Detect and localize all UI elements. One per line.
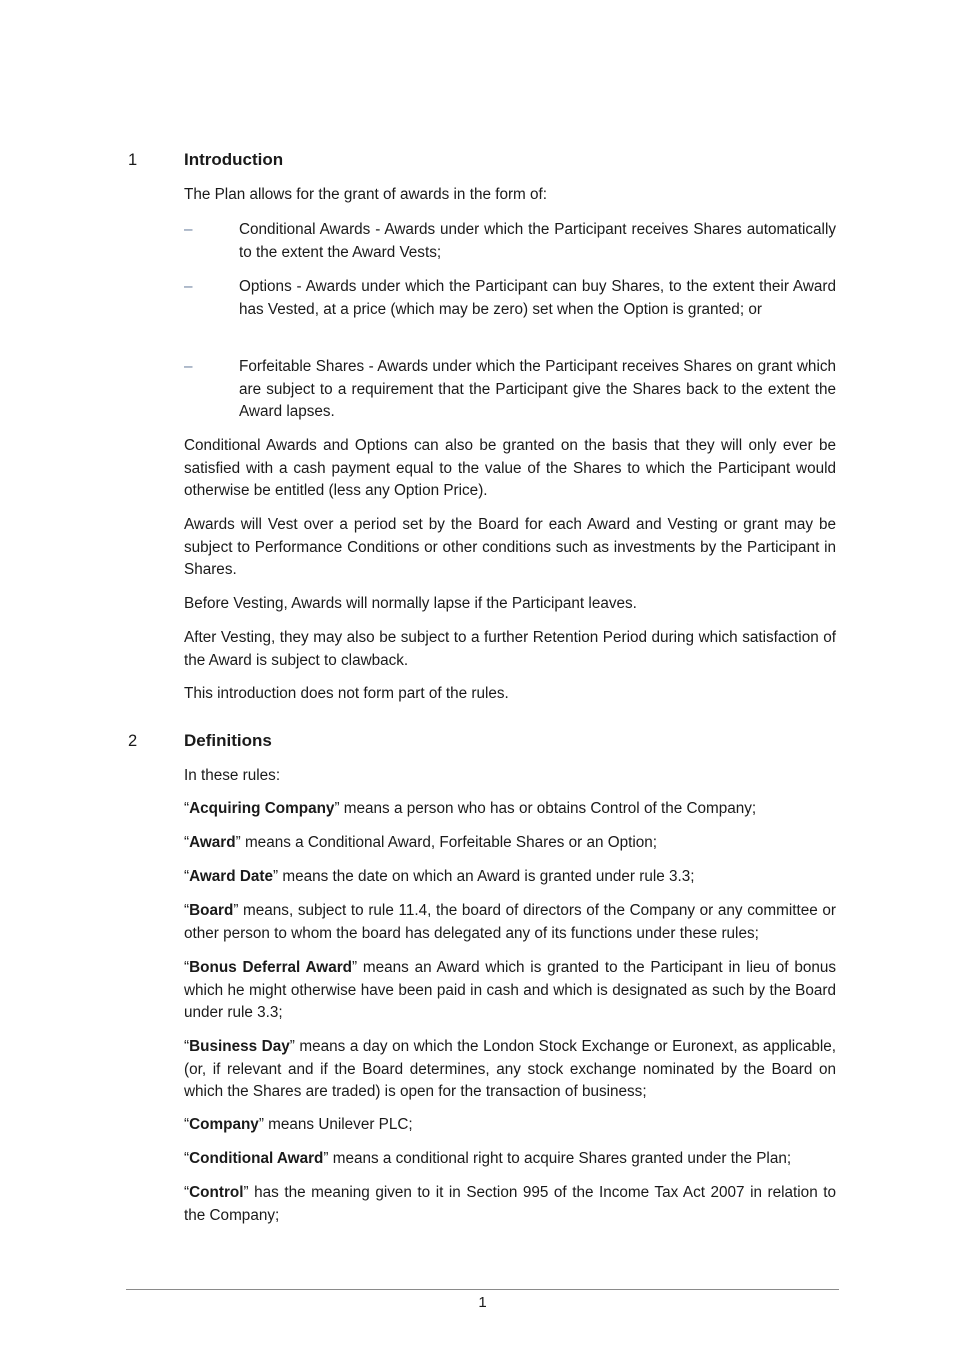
definition-term: Bonus Deferral Award xyxy=(189,959,352,976)
definition-term: Award xyxy=(189,834,236,851)
definition-term: Acquiring Company xyxy=(189,800,335,817)
definition-business-day: “Business Day” means a day on which the London Stock Exchange or Euronext, as applicable, (or, if relevant and if the Board determines, any stock exchange nominated by the Board on which the Shares are traded) is open for the transaction of business; xyxy=(184,1038,837,1100)
definition-term: Board xyxy=(189,902,234,919)
paragraph-retention: After Vesting, they may also be subject to a further Retention Period during which satisfaction of the Award is subject to clawback. xyxy=(184,629,836,669)
section-1-heading: Introduction xyxy=(184,150,284,169)
definition-term: Control xyxy=(189,1184,244,1201)
definition-term: Business Day xyxy=(189,1038,290,1055)
section-2-heading: Definitions xyxy=(184,731,272,750)
definition-conditional-award: “Conditional Award” means a conditional right to acquire Shares granted under the Plan; xyxy=(184,1150,792,1167)
bullet-conditional-awards: Conditional Awards - Awards under which the Participant receives Shares automatically to the extent the Award Vests; xyxy=(239,221,836,261)
paragraph-lapse: Before Vesting, Awards will normally lapse if the Participant leaves. xyxy=(184,595,637,612)
definition-acquiring-company: “Acquiring Company” means a person who has or obtains Control of the Company; xyxy=(184,800,757,817)
section-2-number: 2 xyxy=(128,732,138,750)
page-number: 1 xyxy=(478,1294,487,1311)
bullet-dash: – xyxy=(184,278,193,295)
bullet-forfeitable-shares: Forfeitable Shares - Awards under which the Participant receives Shares on grant which are subject to a requirement that the Participant give the Shares back to the extent the Award lapses. xyxy=(239,358,836,420)
bullet-dash: – xyxy=(184,358,193,375)
paragraph-cash-settlement: Conditional Awards and Options can also be granted on the basis that they will only ever be satisfied with a cash payment equal to the value of the Shares to which the Participant would otherwise be entitled (less any Option Price). xyxy=(184,437,836,499)
definition-company: “Company” means Unilever PLC; xyxy=(184,1116,413,1133)
bullet-options: Options - Awards under which the Participant can buy Shares, to the extent their Award has Vested, at a price (which may be zero) set when the Option is granted; or xyxy=(239,278,836,318)
definition-term: Conditional Award xyxy=(189,1150,324,1167)
definition-bonus-deferral-award: “Bonus Deferral Award” means an Award which is granted to the Participant in lieu of bonus which he might otherwise have been paid in cash and which is designated as such by the Board under rule 3.3; xyxy=(184,959,836,1021)
section-1-intro: The Plan allows for the grant of awards in the form of: xyxy=(184,186,548,203)
definition-term: Award Date xyxy=(189,868,273,885)
paragraph-not-part-of-rules: This introduction does not form part of the rules. xyxy=(184,685,509,702)
definition-award-date: “Award Date” means the date on which an Award is granted under rule 3.3; xyxy=(184,868,695,885)
bullet-dash: – xyxy=(184,221,193,238)
section-2-intro: In these rules: xyxy=(184,767,281,784)
section-1-number: 1 xyxy=(128,151,138,169)
definition-award: “Award” means a Conditional Award, Forfeitable Shares or an Option; xyxy=(184,834,658,851)
footer-divider xyxy=(126,1289,839,1290)
paragraph-vesting: Awards will Vest over a period set by the Board for each Award and Vesting or grant may be subject to Performance Conditions or other conditions such as investments by the Participant in Shares. xyxy=(184,516,836,578)
definition-term: Company xyxy=(189,1116,259,1133)
definition-board: “Board” means, subject to rule 11.4, the board of directors of the Company or any committee or other person to whom the board has delegated any of its functions under these rules; xyxy=(184,902,836,942)
definition-control: “Control” has the meaning given to it in Section 995 of the Income Tax Act 2007 in relation to the Company; xyxy=(184,1184,836,1224)
